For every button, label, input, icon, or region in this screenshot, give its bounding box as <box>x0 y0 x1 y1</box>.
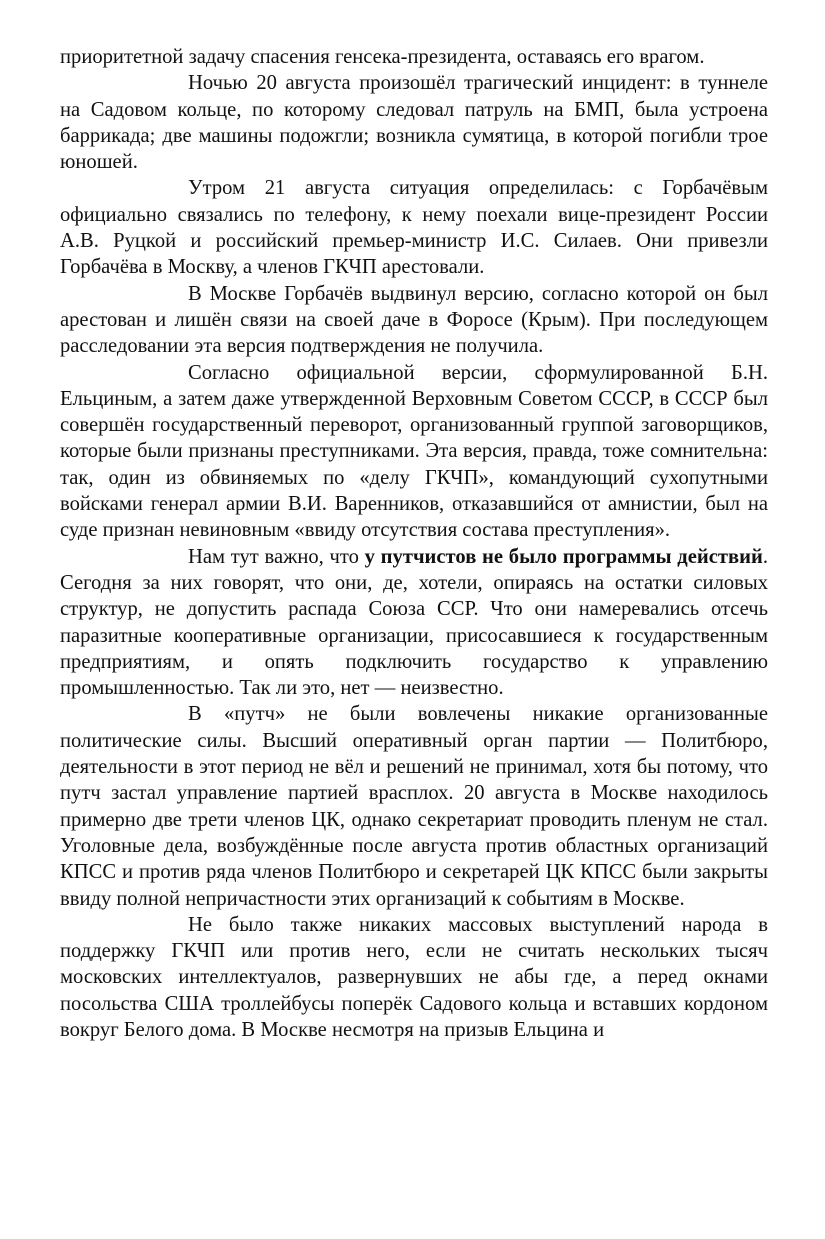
emphasis-text: у путчистов не было программы действий <box>364 545 763 568</box>
paragraph-text: Согласно официальной версии, сформулированной Б.Н. Ельциным, а затем даже утвержденной Верховным Советом СССР, в СССР был совершён государственный переворот, организованный группой заговорщиков, которые были признаны преступниками. Эта версия, правда, тоже сомнительна: так, один из обвиняемых по «делу ГКЧП», командующий сухопутными войсками генерал армии В.И. Варенников, отказавшийся от амнистии, был на суде признан невиновным «ввиду отсутствия состава преступления». <box>60 361 768 542</box>
paragraph-text: Не было также никаких массовых выступлений народа в поддержку ГКЧП или против него, если не считать нескольких тысяч московских интеллектуалов, развернувших не абы где, а перед окнами посольства США троллейбусы поперёк Садового кольца и вставших кордоном вокруг Белого дома. В Москве несмотря на призыв Ельцина и <box>60 913 768 1041</box>
paragraph-night-incident <box>60 70 768 175</box>
paragraph-text: Утром 21 августа ситуация определилась: с Горбачёвым официально связались по телефону, к нему поехали вице-президент России А.В. Руцкой и российский премьер-министр И.С. Силаев. Они привезли Горбачёва в Москву, а членов ГКЧП арестовали. <box>60 177 768 279</box>
paragraph-no-political-forces <box>60 701 768 911</box>
paragraph-text: Ночью 20 августа произошёл трагический инцидент: в туннеле на Садовом кольце, по которому следовал патруль на БМП, была устроена баррикада; две машины подожгли; возникла сумятица, в которой погибли трое юношей. <box>60 72 768 174</box>
paragraph-text: В Москве Горбачёв выдвинул версию, согласно которой он был арестован и лишён связи на своей даче в Форосе (Крым). При последующем расследовании эта версия подтверждения не получила. <box>60 282 768 358</box>
paragraph-text: приоритетной задачу спасения генсека-президента, оставаясь его врагом. <box>60 46 705 68</box>
paragraph-foros-version <box>60 281 768 360</box>
paragraph-text-after: . Сегодня за них говорят, что они, де, хотели, опираясь на остатки силовых структур, не допустить распада Союза ССР. Что они намеревались отсечь паразитные кооперативные организации, присосавшиеся к государственным предприятиям, и опять подключить государство к управлению промышленностью. Так ли это, нет — неизвестно. <box>60 545 768 700</box>
paragraph-text-before: Нам тут важно, что <box>188 545 365 568</box>
document-page <box>60 44 768 1043</box>
paragraph-official-version <box>60 360 768 544</box>
paragraph-continuation <box>60 44 768 70</box>
paragraph-text: В «путч» не были вовлечены никакие организованные политические силы. Высший оперативный орган партии — Политбюро, деятельности в этот период не вёл и решений не принимал, хотя бы потому, что путч застал управление партией врасплох. 20 августа в Москве находилось примерно две трети членов ЦК, однако секретариат проводить пленум не стал. Уголовные дела, возбуждённые после августа против областных организаций КПСС и против ряда членов Политбюро и секретарей ЦК КПСС были закрыты ввиду полной непричастности этих организаций к событиям в Москве. <box>60 703 768 910</box>
paragraph-no-program <box>60 544 768 702</box>
paragraph-morning-21 <box>60 175 768 280</box>
paragraph-no-mass-protests <box>60 912 768 1043</box>
